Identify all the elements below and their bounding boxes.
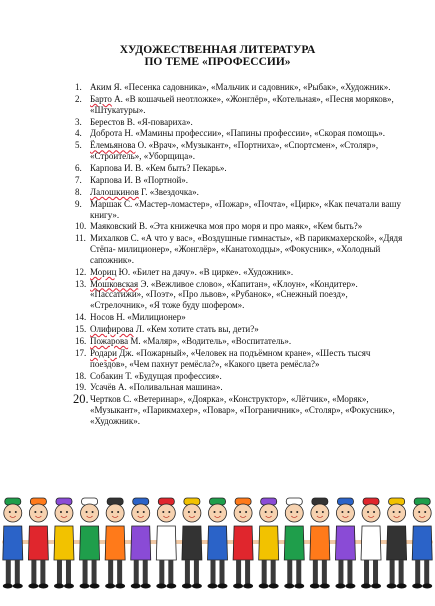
book-list-item — [75, 128, 405, 139]
book-entry-text: Усачёв А. «Поливальная машина». — [90, 382, 223, 393]
list-number: 4. — [75, 128, 82, 139]
book-entry-text: Маяковский В. «Эта книжечка моя про моря и про маяк», «Кем быть?» — [90, 221, 363, 232]
book-entry-text: Карпова И. В. «Кем быть? Пекарь». — [90, 163, 227, 174]
list-number: 1. — [75, 82, 82, 92]
book-entry-text: Э. «Вежливое слово», «Капитан», «Клоун», «Кондитер». «Пассатижи», «Поэт», «Про львов», «Рубанок», «Снежный поезд», «Стрелочник», «Я тоже буду шофером». — [90, 278, 358, 311]
book-list-item — [75, 117, 405, 128]
child-figure — [156, 498, 176, 589]
author-name: Лалошкинов — [90, 186, 139, 197]
list-number: 17. — [75, 347, 87, 358]
book-entry-text: Собакин Т. «Будущая профессия». — [90, 370, 222, 381]
book-list-item — [75, 348, 405, 370]
child-figure — [284, 498, 304, 589]
book-list — [75, 82, 405, 428]
book-list-item — [75, 371, 405, 382]
list-number: 5. — [75, 140, 82, 151]
book-entry-text: Г. «Звездочка». — [138, 186, 199, 197]
book-entry-text: Л. «Кем хотите стать вы, дети?» — [133, 324, 259, 335]
child-figure — [54, 498, 74, 589]
book-list-item — [75, 199, 405, 221]
child-figure — [335, 498, 355, 589]
list-number: 15. — [75, 324, 87, 335]
children-professions-illustration — [0, 480, 435, 598]
author-name: Пожарова — [90, 335, 129, 346]
child-figure — [310, 498, 330, 589]
book-list-item — [75, 279, 405, 311]
book-list-item — [75, 267, 405, 278]
author-name: Мошковская — [90, 278, 139, 289]
list-number: 19. — [75, 382, 87, 393]
book-entry-text: Ю. «Билет на дачу». «В цирке». «Художник». — [116, 266, 294, 277]
book-list-item — [75, 187, 405, 198]
book-list-item — [75, 221, 405, 232]
author-name: Олифирова — [90, 324, 134, 335]
list-number: 7. — [75, 174, 82, 185]
list-number: 14. — [75, 312, 87, 323]
child-figure — [412, 498, 432, 589]
book-entry-text: Маршак С. «Мастер-ломастер», «Пожар», «Почта», «Цирк», «Как печатали вашу книгу». — [90, 198, 401, 220]
author-name: Мориц — [90, 266, 117, 277]
book-list-item — [75, 336, 405, 347]
child-figure — [3, 498, 23, 589]
list-number: 2. — [75, 93, 82, 104]
child-figure — [233, 498, 253, 589]
child-figure — [208, 498, 228, 589]
book-list-item — [75, 140, 405, 162]
list-number: 13. — [75, 278, 87, 289]
child-figure — [182, 498, 202, 589]
child-figure — [131, 498, 151, 589]
book-list-item — [75, 382, 405, 393]
book-entry-text: Аким Я. «Песенка садовника», «Мальчик и садовник», «Рыбак», «Художник». — [90, 82, 391, 92]
book-list-item — [75, 94, 405, 116]
child-figure — [80, 498, 100, 589]
list-number: 20. — [73, 392, 89, 407]
book-list-item — [75, 175, 405, 186]
list-number: 10. — [75, 221, 87, 232]
child-figure — [361, 498, 381, 589]
author-name: Родари — [90, 347, 117, 358]
page-title-line2: ПО ТЕМЕ «ПРОФЕССИИ» — [144, 56, 291, 68]
book-list-item — [75, 394, 405, 426]
book-entry-text: А. «В кошачьей неотложке», «Жонглёр», «Котельная», «Песня моряков», «Штукатуры». — [90, 93, 394, 115]
list-number: 12. — [75, 266, 87, 277]
book-entry-text: Дж. «Пожарный», «Человек на подъёмном кране», «Шесть тысяч поездов», «Чем пахнут ремёсла?», «Какого цвета ремёсла?» — [90, 347, 371, 369]
book-entry-text: Берестов В. «Я-поварихa». — [90, 116, 193, 127]
book-entry-text: О. «Врач», «Музыкант», «Портниха», «Спортсмен», «Столяр», «Строитель», «Уборщица». — [90, 140, 379, 162]
author-name: Ёлемьянова — [90, 140, 136, 151]
child-figure — [105, 498, 125, 589]
list-number: 6. — [75, 163, 82, 174]
book-entry-text: Чертков С. «Ветеринар», «Доярка», «Конструктор», «Лётчик», «Моряк», «Музыкант», «Парикмахер», «Повар», «Пограничник», «Столяр», «Фокусник», «Художник». — [90, 394, 395, 426]
book-list-item — [75, 324, 405, 335]
book-entry-text: Карпова И. В «Портной». — [90, 174, 189, 185]
list-number: 9. — [75, 198, 82, 209]
author-name: Барто — [90, 93, 112, 104]
book-entry-text: М. «Маляр», «Водитель», «Воспитатель». — [128, 335, 292, 346]
list-number: 3. — [75, 116, 82, 127]
child-figure — [387, 498, 407, 589]
list-number: 18. — [75, 370, 87, 381]
child-figure — [28, 498, 48, 589]
list-number: 11. — [75, 233, 86, 244]
book-list-item — [75, 233, 405, 265]
book-list-item — [75, 82, 405, 93]
page-title-line1: ХУДОЖЕСТВЕННАЯ ЛИТЕРАТУРА — [119, 44, 316, 56]
list-number: 8. — [75, 186, 82, 197]
list-number: 16. — [75, 335, 87, 346]
child-figure — [259, 498, 279, 589]
book-entry-text: Носов Н. «Милиционер» — [90, 312, 186, 323]
book-list-item — [75, 163, 405, 174]
book-entry-text: Михалков С. «А что у вас», «Воздушные гимнасты», «В парикмахерской», «Дядя Стёпа- милиционер», «Жонглёр», «Канатоходцы», «Фокусник», «Холодный сапожник». — [90, 233, 403, 265]
book-entry-text: Доброта Н. «Мамины профессии», «Папины профессии», «Скорая помощь». — [90, 128, 386, 139]
book-list-item — [75, 312, 405, 323]
